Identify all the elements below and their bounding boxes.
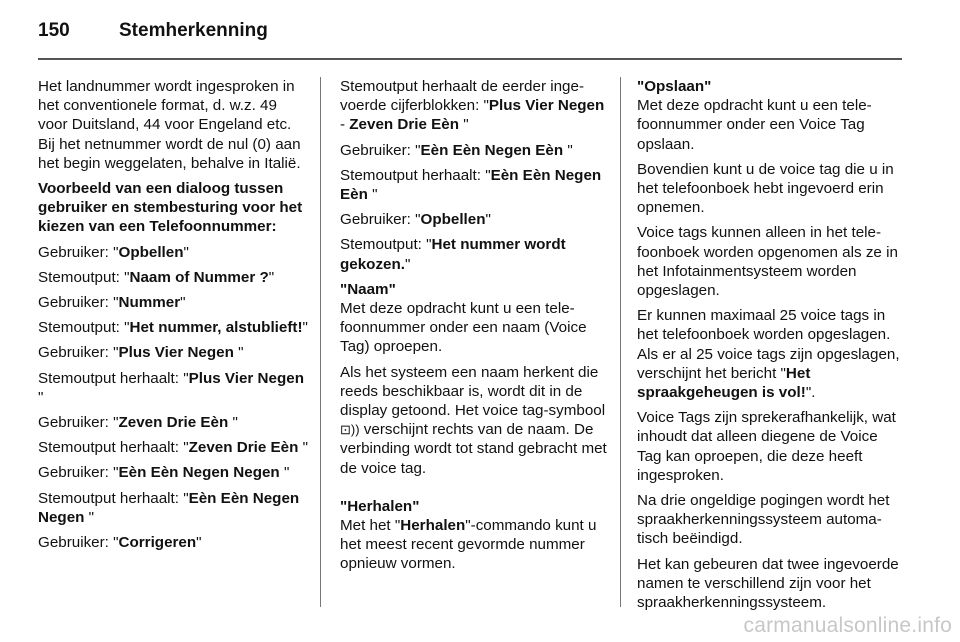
- naam-heading: "Naam": [340, 280, 396, 298]
- dialog-line: Gebruiker: "Eèn Eèn Negen Eèn ": [340, 141, 573, 159]
- dialog-line: Stemoutput herhaalt: "Plus Vier Negen ": [38, 369, 304, 406]
- column-2: [340, 77, 608, 580]
- dialog-line: Gebruiker: "Nummer": [38, 294, 186, 312]
- dialog-line: Gebruiker: "Eèn Eèn Negen Negen ": [38, 464, 290, 482]
- watermark: carmanualsonline.info: [743, 614, 952, 637]
- opslaan-paragraph-1: Met deze opdracht kunt u een telefoonnummer onder een Voice Tag opslaan.: [637, 97, 872, 153]
- dialog-line: Gebruiker: "Zeven Drie Eèn ": [38, 414, 238, 432]
- herhalen-heading: "Herhalen": [340, 497, 420, 515]
- header-rule: [38, 58, 902, 60]
- dialog-line: Gebruiker: "Plus Vier Negen ": [38, 344, 244, 362]
- column-divider-2: [620, 77, 621, 607]
- dialog-line: Stemoutput: "Naam of Nummer ?": [38, 268, 275, 286]
- dialog-list: [38, 243, 310, 553]
- dialog-line: Gebruiker: "Corrigeren": [38, 534, 202, 552]
- repeat-paragraph: Stemoutput herhaalt de eerder ingevoerde cijferblokken: "Plus Vier Negen - Zeven Drie Eèn ": [340, 78, 605, 134]
- naam-paragraph-2: Als het systeem een naam herkent die reeds beschikbaar is, wordt dit in de display getoond. Het voice tag-symbool ⊡)) verschijnt rechts van de naam. De verbinding wordt tot stand gebracht met de voice tag.: [340, 363, 607, 477]
- column-3: [637, 77, 905, 618]
- herhalen-paragraph: Met het "Herhalen"-commando kunt u het meest recent gevormde nummer opnieuw vormen.: [340, 517, 597, 573]
- page-number: 150: [38, 20, 70, 41]
- dialog-line: Stemoutput herhaalt: "Eèn Eèn Negen Eèn ": [340, 166, 602, 204]
- opslaan-paragraph-4: Er kunnen maximaal 25 voice tags in het telefoonboek worden opgeslagen. Als er al 25 voice tags zijn opgeslagen, verschijnt het bericht "Het spraakgeheugen is vol!".: [637, 307, 900, 402]
- opslaan-paragraph-7: Het kan gebeuren dat twee ingevoerde namen te verschillend zijn voor het spraakherkenningssysteem.: [637, 555, 899, 612]
- dialog-list-2: [340, 141, 608, 274]
- voice-tag-icon: ⊡)): [340, 422, 360, 438]
- column-1: [38, 77, 310, 558]
- example-heading: Voorbeeld van een dialoog tussen gebruiker en stembesturing voor het kiezen van een Telefoonnummer:: [38, 180, 303, 236]
- column-divider-1: [320, 77, 321, 607]
- dialog-line: Stemoutput: "Het nummer wordt gekozen.": [340, 236, 566, 273]
- dialog-line: Stemoutput herhaalt: "Eèn Eèn Negen Negen ": [38, 489, 300, 526]
- page-title: Stemherkenning: [119, 20, 268, 41]
- opslaan-heading: "Opslaan": [637, 78, 712, 95]
- opslaan-paragraph-5: Voice Tags zijn sprekerafhankelijk, wat inhoudt dat alleen diegene de Voice Tag kan oproepen, die deze heeft ingesproken.: [637, 409, 896, 484]
- opslaan-paragraph-3: Voice tags kunnen alleen in het telefoonboek worden opgenomen als ze in het Infotainmentsysteem worden opgeslagen.: [637, 224, 898, 300]
- opslaan-paragraph-2: Bovendien kunt u de voice tag die u in het telefoonboek hebt ingevoerd erin opnemen.: [637, 160, 894, 217]
- intro-paragraph: Het landnummer wordt ingesproken in het conventionele format, d. w.z. 49 voor Duitsland, 44 voor Engeland etc. Bij het netnummer wordt de nul (0) aan het begin weggelaten, behalve in Italië.: [38, 78, 301, 172]
- naam-paragraph-1: Met deze opdracht kunt u een telefoonnummer onder een naam (Voice Tag) oproepen.: [340, 300, 587, 356]
- dialog-line: Stemoutput: "Het nummer, alstublieft!": [38, 319, 308, 337]
- dialog-line: Stemoutput herhaalt: "Zeven Drie Eèn ": [38, 439, 308, 457]
- dialog-line: Gebruiker: "Opbellen": [38, 243, 189, 261]
- opslaan-paragraph-6: Na drie ongeldige pogingen wordt het spraakherkenningssysteem automatisch beëindigd.: [637, 492, 890, 548]
- dialog-line: Gebruiker: "Opbellen": [340, 211, 491, 229]
